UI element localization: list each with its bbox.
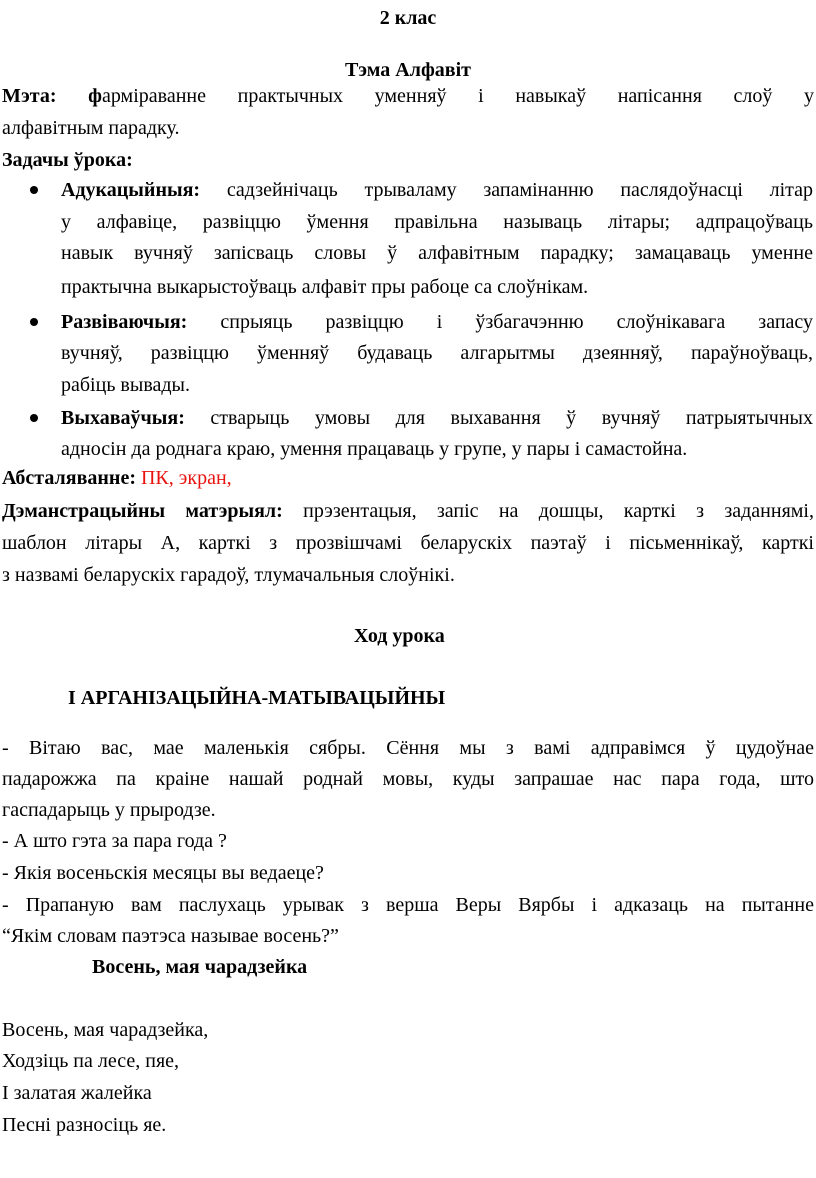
listen-line-1: - Прапаную вам паслухаць урывак з верша Веры Вярбы і адказаць на пытанне [2, 894, 814, 916]
task-developing-line-3: рабіць вывады. [61, 374, 190, 396]
task-educational-line-2: у алфавіце, развіццю ўмення правільна называць літары; адпрацоўваць [61, 211, 813, 233]
task-educational-label: Адукацыйныя: [61, 179, 201, 201]
equipment-label: Абсталяванне: [2, 467, 136, 489]
poem-title: Восень, мая чарадзейка [92, 956, 308, 978]
task-educational-line-4: практычна выкарыстоўваць алфавіт пры рабоце са слоўнікам. [61, 276, 589, 298]
demo-line-3: з назвамі беларускіх гарадоў, тлумачальныя слоўнікі. [2, 564, 455, 586]
task-developing-line-1: Развіваючыя: спрыяць развіццю і ўзбагачэнню слоўнікавага запасу [61, 311, 814, 333]
poem-line-1: Восень, мая чарадзейка, [2, 1019, 209, 1041]
demo-label: Дэманстрацыйны матэрыял: [2, 500, 283, 522]
poem-line-2: Ходзіць па лесе, пяе, [2, 1050, 180, 1072]
equipment-value: ПК, экран, [140, 467, 232, 489]
bullet-icon [30, 186, 38, 194]
bullet-icon [30, 414, 38, 422]
task-upbringing-line-2: адносін да роднага краю, умення працаваць у групе, у пары і самастойна. [61, 438, 688, 460]
intro-line-2: падарожжа па краіне нашай роднай мовы, куды запрашае нас пара года, што [2, 768, 814, 790]
topic-heading: Тэма Алфавіт [345, 59, 471, 81]
intro-line-1: - Вітаю вас, мае маленькія сябры. Сёння мы з вамі адправімся ў цудоўнае [2, 737, 814, 759]
intro-line-3: гаспадарыць у прыродзе. [2, 799, 216, 821]
task-upbringing-label: Выхаваўчыя: [61, 407, 185, 429]
poem-line-3: І залатая жалейка [2, 1082, 152, 1104]
poem-line-4: Песні разносіць яе. [2, 1114, 167, 1136]
lesson-heading: Ход урока [354, 625, 445, 647]
task-developing-line-2: вучняў, развіццю ўменняў будаваць алгарытмы дзеянняў, параўноўваць, [61, 342, 813, 364]
goal-label: Мэта: [2, 85, 57, 107]
bullet-icon [30, 318, 38, 326]
goal-first-letter: ф [88, 85, 102, 107]
task-educational-line-3: навык вучняў запісваць словы ў алфавітным парадку; замацаваць уменне [61, 242, 813, 264]
task-upbringing-line-1: Выхаваўчыя: стварыць умовы для выхавання ў вучняў патрыятычных [61, 407, 813, 429]
goal-line-2: алфавітным парадку. [2, 117, 180, 139]
listen-line-2: “Якім словам паэтэса называе восень?” [2, 925, 339, 947]
demo-line-2: шаблон літары А, карткі з прозвішчамі беларускіх паэтаў і пісьменнікаў, карткі [2, 532, 814, 554]
grade-heading: 2 клас [379, 7, 437, 29]
equipment-line [2, 466, 814, 490]
goal-text: арміраванне практычных уменняў і навыкаў напісання слоў у [101, 85, 815, 107]
goal-line-1 [2, 84, 814, 108]
question-2: - Якія восеньскія месяцы вы ведаеце? [2, 862, 324, 884]
task-developing-label: Развіваючыя: [61, 311, 188, 333]
tasks-label: Задачы ўрока: [2, 149, 133, 171]
section-heading: І АРГАНІЗАЦЫЙНА-МАТЫВАЦЫЙНЫ [68, 687, 446, 709]
question-1: - А што гэта за пара года ? [2, 830, 227, 852]
task-educational-line-1: Адукацыйныя: садзейнічаць трываламу запамінанню паслядоўнасці літар [61, 179, 814, 201]
demo-line-1: Дэманстрацыйны матэрыял: прэзентацыя, запіс на дошцы, карткі з заданнямі, [2, 500, 814, 522]
